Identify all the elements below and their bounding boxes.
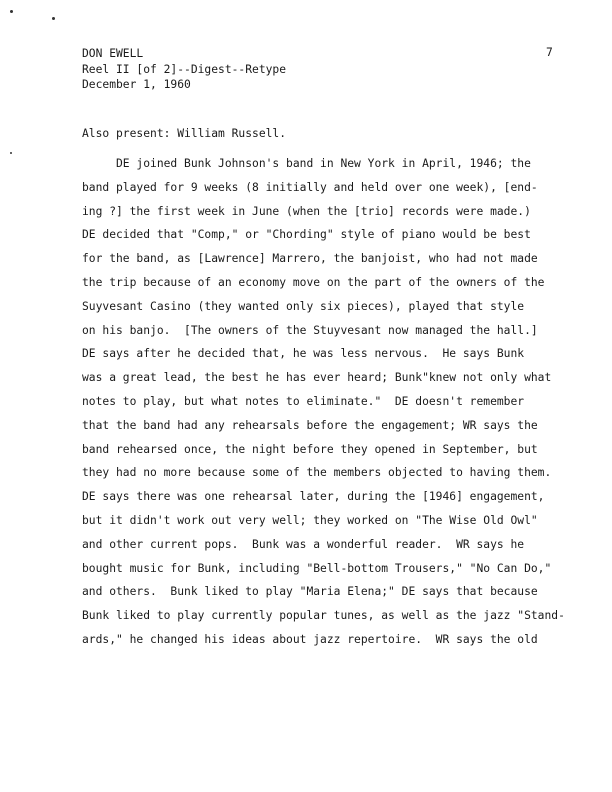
body-line: and others. Bunk liked to play "Maria Elena;" DE says that because <box>82 585 538 599</box>
header-name: DON EWELL <box>82 47 144 60</box>
body-line: the trip because of an economy move on the part of the owners of the <box>82 275 545 289</box>
body-line: for the band, as [Lawrence] Marrero, the banjoist, who had not made <box>82 252 538 266</box>
body-line: Suyvesant Casino (they wanted only six pieces), played that style <box>82 299 525 313</box>
header-reel: Reel II [of 2]--Digest--Retype <box>82 62 287 76</box>
body-line: DE decided that "Comp," or "Chording" style of piano would be best <box>82 228 531 242</box>
document-body <box>82 156 582 656</box>
body-line: band rehearsed once, the night before they opened in September, but <box>82 442 538 456</box>
body-line: bought music for Bunk, including "Bell-bottom Trousers," "No Can Do," <box>82 561 552 575</box>
scan-speck <box>10 10 13 13</box>
body-line: Bunk liked to play currently popular tunes, as well as the jazz "Stand- <box>82 609 565 623</box>
body-line: and other current pops. Bunk was a wonderful reader. WR says he <box>82 537 525 551</box>
body-line: that the band had any rehearsals before the engagement; WR says the <box>82 418 538 432</box>
body-line: DE says after he decided that, he was less nervous. He says Bunk <box>82 347 525 361</box>
body-line: they had no more because some of the members objected to having them. <box>82 466 552 480</box>
also-present: Also present: William Russell. <box>82 127 287 140</box>
body-line: on his banjo. [The owners of the Stuyvesant now managed the hall.] <box>82 323 538 337</box>
body-line: notes to play, but what notes to eliminate." DE doesn't remember <box>82 394 525 408</box>
body-line: ing ?] the first week in June (when the [trio] records were made.) <box>82 204 531 218</box>
body-line: DE says there was one rehearsal later, during the [1946] engagement, <box>82 490 545 504</box>
body-line: was a great lead, the best he has ever heard; Bunk"knew not only what <box>82 371 552 385</box>
body-line: but it didn't work out very well; they worked on "The Wise Old Owl" <box>82 513 538 527</box>
body-line: ards," he changed his ideas about jazz repertoire. WR says the old <box>82 632 538 646</box>
scan-speck <box>10 152 12 154</box>
document-header <box>82 46 286 93</box>
page-number: 7 <box>546 46 553 59</box>
body-line: band played for 9 weeks (8 initially and held over one week), [end- <box>82 180 538 194</box>
header-date: December 1, 1960 <box>82 78 191 91</box>
body-line: DE joined Bunk Johnson's band in New York in April, 1946; the <box>82 157 531 170</box>
scan-speck <box>52 17 55 20</box>
